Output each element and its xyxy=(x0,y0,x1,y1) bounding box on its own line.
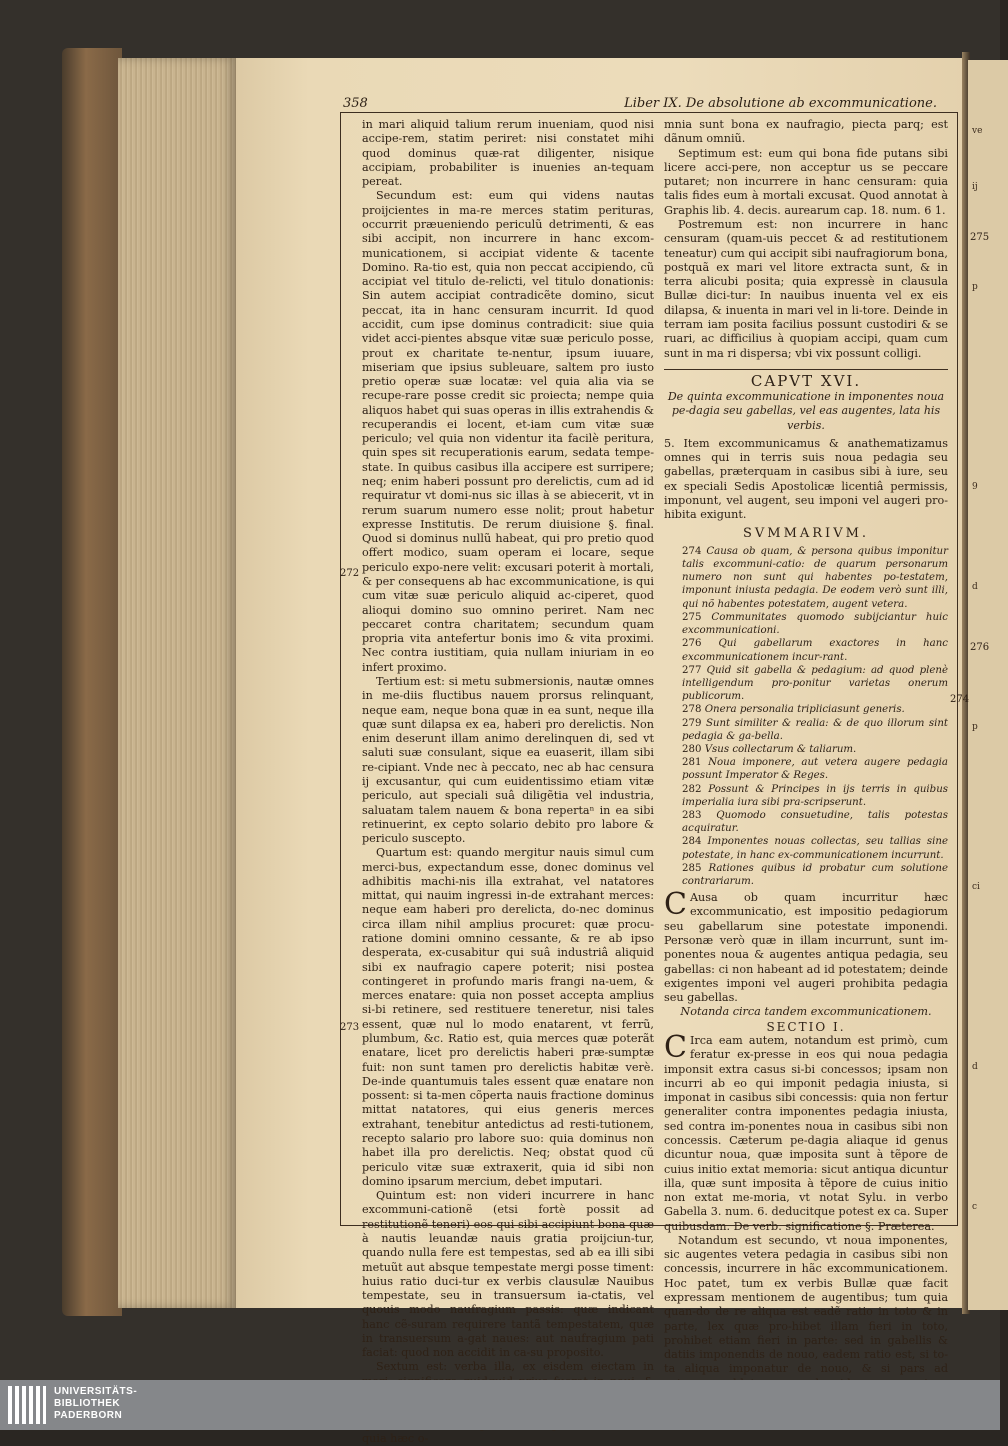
summary-number: 284 xyxy=(682,836,702,848)
library-name-line: PADERBORN xyxy=(54,1410,123,1421)
left-column xyxy=(362,118,654,1446)
chapter-heading: CAPVT XVI. xyxy=(664,369,948,388)
paragraph-text: Irca eam autem, notandum est primò, cum feratur ex-presse in eos qui noua pedagia imponsit extra casus si-bi concessos; ipsam non incurri ab eo qui imponit pedagia iniusta, si imponat in casibus sibi concessis: quia non fertur generaliter contra imponentes pedagia iniusta, sed contra im-ponentes noua in casibus sibi non concessis. Cæterum pe-dagia aliaque id genus dicuntur noua, quæ imposita sunt à tẽpore de cuius initio extat memoria: sicut antiqua dicuntur illa, quæ sunt imposita à tẽpore de cuius initio non extat me-moria, vt notat Sylu. in verbo Gabella 3. num. 6. deducitque potest ex ca. Super quibusdam. De verb. significatione §. Præterea. xyxy=(664,1033,948,1233)
summary-number: 278 xyxy=(682,704,702,716)
summary-item xyxy=(664,703,948,716)
summary-text: Onera personalia tripliciasunt generis. xyxy=(704,704,905,716)
facing-page-strip xyxy=(968,60,1008,1310)
facing-page-fragment: ci xyxy=(972,882,980,892)
summary-number: 280 xyxy=(682,743,702,755)
running-head xyxy=(343,96,953,112)
summary-item xyxy=(664,611,948,637)
margin-number: 275 xyxy=(970,232,990,243)
summary-text: Quomodo consuetudine, talis potestas acquiratur. xyxy=(682,809,948,835)
facing-page-fragment: 9 xyxy=(972,482,978,492)
paragraph: Sextum est: verba illa, ex eisdem eiectam in quia hæc o- xyxy=(362,1360,654,1445)
page-number: 358 xyxy=(343,96,368,111)
paragraph: Septimum est: eum qui bona fide putans sibi licere acci-pere, non acceptur us se peccare putaret; non incurrere in hanc censuram: quia talis fides eum à mortali excusat. Quod annotat à Graphis lib. 4. decis. aurearum cap. 18. num. 6 1. xyxy=(664,146,948,217)
library-name-line: UNIVERSITÄTS- xyxy=(54,1386,138,1397)
library-logo-icon xyxy=(8,1386,48,1424)
summary-text: Rationes quibus id probatur cum solutione contrariarum. xyxy=(682,862,948,887)
margin-number: 276 xyxy=(970,642,990,653)
paragraph: Tertium est: si metu submersionis, nautæ omnes in me-diis fluctibus nauem prorsus relinquant, neque eam, neque bona quæ in ea sunt, neque illa quæ sunt dilapsa ex ea, haberi pro derelictis. Non enim deserunt illam animo derelinquen di, sed vt saluti suæ consulant, sique ea euaserit, illam sibi re-cipiant. Vnde nec à peccato, nec ab hac censura ij excusantur, qui cum euidentissimo etiam vitæ periculo, aut speciali suâ diligẽtia vel industria, saluatam talem nauem & bona repertaⁿ in ea sibi retinuerint, ex cepto solario debito pro labore & periculo suscepto. xyxy=(362,674,654,846)
facing-page-fragment: d xyxy=(972,1062,978,1072)
paragraph: Notandum est secundo, vt noua imponentes, sic augentes vetera pedagia in casibus sibi non concessis, incurrere in hãc excommunicationem. Hoc patet, tum ex verbis Bullæ quæ facit expressam mentionem de augentibus; tum quia quan-do de re aliqua est eadẽ ratio in toto & in parte, lex quæ pro-hibet illam fieri in toto, prohibet etiam fieri in parte: sed in gabellis & datiis imponendis de nouo, eadem ratio est, si to-ta aliqua imponatur de nouo, & si pars ad xyxy=(664,1233,948,1376)
summary-number: 276 xyxy=(682,638,702,650)
summary-item xyxy=(664,835,948,861)
paragraph: Quintum est: non videri incurrere in hanc excommuni-cationẽ (etsi fortè possit ad restitutionẽ teneri) eos qui sibi accipiunt bona quæ à nautis leuandæ nauis gratia proijciun-tur, quando nulla fere est tempestas, sed ab ea illi sibi metuũt aut absque tempestate mergi posse timent: huius ratio duci-tur ex verbis clausulæ Nauibus tempestate, seu in transuersum ia-ctatis, vel quouis modo naufragium passis: quæ indicant hanc cẽ-suram requirere tantã tempestatem, quæ in transuersum a-gat naues: aut naufragium pati faciat: quod non accidit in ca-su proposito. xyxy=(362,1189,654,1360)
paragraph: in mari aliquid talium rerum inueniam, quod nisi accipe-rem, statim periret: nisi constatet mihi quod dominus quæ-rat diligenter, nisique accipiam, probabiliter is inuenies an-tequam pereat. xyxy=(362,118,654,189)
summary-heading: SVMMARIVM. xyxy=(742,525,870,541)
summary-item xyxy=(664,862,948,888)
summary-number: 282 xyxy=(682,783,702,795)
drop-capital: C xyxy=(664,887,687,923)
summary-text: Imponentes nouas collectas, seu tallias sine potestate, in hanc ex-communicationem incurrunt. xyxy=(682,836,948,861)
facing-page-fragment: ve xyxy=(972,126,983,136)
margin-number: 274 xyxy=(950,694,970,705)
summary-number: 275 xyxy=(682,611,702,623)
right-column xyxy=(664,118,948,1420)
page-edges xyxy=(118,58,236,1308)
facing-page-fragment: c xyxy=(972,1202,978,1212)
summary-text: Causa ob quam, & persona quibus imponitur talis excommuni-catio: de quarum personarum numero non sunt qui habentes po-testatem, imponunt iniusta pedagia. De eodem verò sunt illi, qui nõ habentes potestatem, augent vetera. xyxy=(682,545,948,610)
library-footer xyxy=(0,1380,1000,1430)
paragraph: Quartum est: quando mergitur nauis simul cum merci-bus, expectandum esse, donec dominus vel adhibitis machi-nis illa extrahat, vel natatores mittat, qui nauim ingressi in-de extrahant merces: neque eam haberi pro derelicta, do-nec dominus circa illam nihil amplius procuret: quæ procu-ratione domini omnino cessante, & re ab ipso desperata, ex-cusabitur qui suâ industriâ aliquid sibi ex naufragio capere poterit; nisi postea contingeret in profundo maris frangi na-uem, & merces enatare: quia non posset accepta amplius si-bi retinere, sed restituere teneretur, nisi tales essent, quæ nul lo modo enatarent, vt ferrũ, plumbum, &c. Ratio est, quia merces quæ poterãt enatare, licet pro derelictis haberi præ-sumptæ fuit: non sunt tamen pro derelictis habitæ verè. De-inde quantumuis tales essent quæ enatare non possent: si ta-men cõperta nauis fractione dominus mittat natatores, qui eius generis merces extrahant, tenebitur antedictus ad resti-tutionem, recepto salario pro labore suo: quia dominus non habet illa pro derelictis. Neq; obstat quod cũ periculo vitæ suæ extraxerit, quia id sibi non domino ipsarum mercium, debet imputari. xyxy=(362,846,654,1188)
paragraph: Secundum est: eum qui videns nautas proijcientes in ma-re merces statim perituras, occurrit præueniendo periculũ detrimenti, & eas sibi accipit, non incurrere in hanc excom-municationem, si accipiat vidente & tacente Domino. Ra-tio est, quia non peccat accipiendo, cũ accipiat vel titulo de-relicti, vel titulo donationis: Sin autem accipiat contradicẽte domino, sicut peccat, ita in hanc censuram incurrit. Id quod accidit, cum ipse dominus contradicit: siue quia videt acci-pientes absque vitæ suæ periculo posse, prout ex charitate te-nentur, ipsum iuuare, miseriam que ipsius subleuare, saltem pro iusto pretio operæ suæ locatæ: vel quia alia via se recupe-rare posse credit sic proiecta; nempe quia aliquos habet qui suas operas in illis extrahendis & recuperandis ei locent, et-iam cum vitæ suæ periculo; vel quia non videntur ita facilè peritura, quin spes sit recuperationis earum, sedata tempe-state. In quibus casibus illa accipere est surripere; neq; enim haberi possunt pro derelictis, cum ad id requiratur vt domi-nus sic illas à se abiecerit, vt in rerum suarum numero esse nolit; prout habetur expresse Institutis. De rerum diuisione §. final. Quod si dominus nullũ habeat, qui pro pretio quod offert modico, suam operam ei locare, seque periculo expo-nere velit: excusari poterit à mortali, & per consequens ab hac excommunicatione, is qui cum vitæ suæ periculo aliquid ac-ciperet, quod alioqui domino suo omnino periret. Nam nec peccaret contra charitatem; secundum quam propria vita antefertur bonis imo & vita proximi. Nec contra iustitiam, quia nullam iniuriam in eo infert proximo. xyxy=(362,189,654,674)
paragraph-text: Ausa ob quam incurritur hæc excommunicatio, est impositio pedagiorum seu gabellarum sine potestate imponendi. Personæ verò quæ in illam incurrunt, sunt im-ponentes noua & augentes antiqua pedagia, seu gabellas: ci non habeant ad id potestatem; deinde exigentes imponi vel augeri prohibita pedagia seu gabellas. xyxy=(664,891,948,1005)
summary-text: Sunt similiter & realia: & de quo illorum sint pedagia & ga-bella. xyxy=(682,717,948,742)
summary-item xyxy=(664,809,948,835)
paragraph: mnia sunt bona ex naufragio, piecta parq; est dãnum omniũ. xyxy=(664,118,948,146)
summary-item xyxy=(664,637,948,663)
drop-capital: C xyxy=(664,1029,687,1065)
book-binding xyxy=(62,48,122,1316)
facing-page-fragment: p xyxy=(972,282,978,292)
summary-text: Vsus collectarum & taliarum. xyxy=(704,743,857,755)
summary-number: 283 xyxy=(682,809,702,821)
summary-text: Noua imponere, aut vetera augere pedagia possunt Imperator & Reges. xyxy=(682,757,948,782)
library-name-line: BIBLIOTHEK xyxy=(54,1398,121,1409)
summary-number: 277 xyxy=(682,664,702,676)
library-name xyxy=(54,1386,137,1422)
summary-item xyxy=(664,756,948,782)
summary-item xyxy=(664,743,948,756)
facing-page-fragment: d xyxy=(972,582,978,592)
summary-item xyxy=(664,545,948,611)
summary-text: Communitates quomodo subijciantur huic excommunicationi. xyxy=(682,611,948,637)
summary-text: Qui gabellarum exactores in hanc excommunicationem incur-rant. xyxy=(682,638,948,663)
summary-list xyxy=(664,545,948,888)
summary-text: Possunt & Principes in ijs terris in quibus imperialia iura sibi pra-scripserunt. xyxy=(682,783,948,808)
section-heading: SECTIO I. xyxy=(766,1019,846,1034)
summary-item xyxy=(664,664,948,704)
summary-number: 279 xyxy=(682,717,702,729)
chapter-subtitle: De quinta excommunicatione in imponentes noua pe-dagia seu gabellas, vel eas augentes, lata his verbis. xyxy=(667,390,945,432)
note-heading: Notanda circa tandem excommunicationem. xyxy=(680,1005,932,1019)
paragraph xyxy=(664,1029,948,1234)
summary-text: Quid sit gabella & pedagium: ad quod plenè intelligendum pro-ponitur varietas onerum publicorum. xyxy=(682,664,948,703)
facing-page-fragment: p xyxy=(972,722,978,732)
margin-number: 273 xyxy=(340,1022,360,1033)
summary-item xyxy=(664,783,948,809)
paragraph xyxy=(664,887,948,1005)
summary-number: 274 xyxy=(682,545,702,557)
running-title: Liber IX. De absolutione ab excommunicatione. xyxy=(624,96,937,111)
margin-number: 272 xyxy=(340,568,360,579)
bull-text: 5. Item excommunicamus & anathematizamus omnes qui in terris suis noua pedagia seu gabellas, præterquam in casibus sibi à iure, seu ex speciali Sedis Apostolicæ licentiâ permissis, imponunt, vel augent, seu imponi vel augeri pro-hibita exigunt. xyxy=(664,436,948,522)
paragraph: Postremum est: non incurrere in hanc censuram (quam-uis peccet & ad restitutionem teneatur) cum qui accipit sibi naufragiorum bona, postquã ex mari vel litore extracta sunt, & in terra alicubi posita; quia expressè in clausula Bullæ dici-tur: In nauibus inuenta vel ex eis dilapsa, & inuenta in mari vel in li-tore. Deinde in terram iam posita facilius possunt custodiri & se ruari, ac difficilius à quopiam accipi, quam cum sunt in ma ri dispersa; vbi vix possunt colligi. xyxy=(664,217,948,360)
summary-number: 285 xyxy=(682,862,702,874)
facing-page-fragment: ij xyxy=(972,182,978,192)
summary-item xyxy=(664,717,948,743)
summary-number: 281 xyxy=(682,757,702,769)
